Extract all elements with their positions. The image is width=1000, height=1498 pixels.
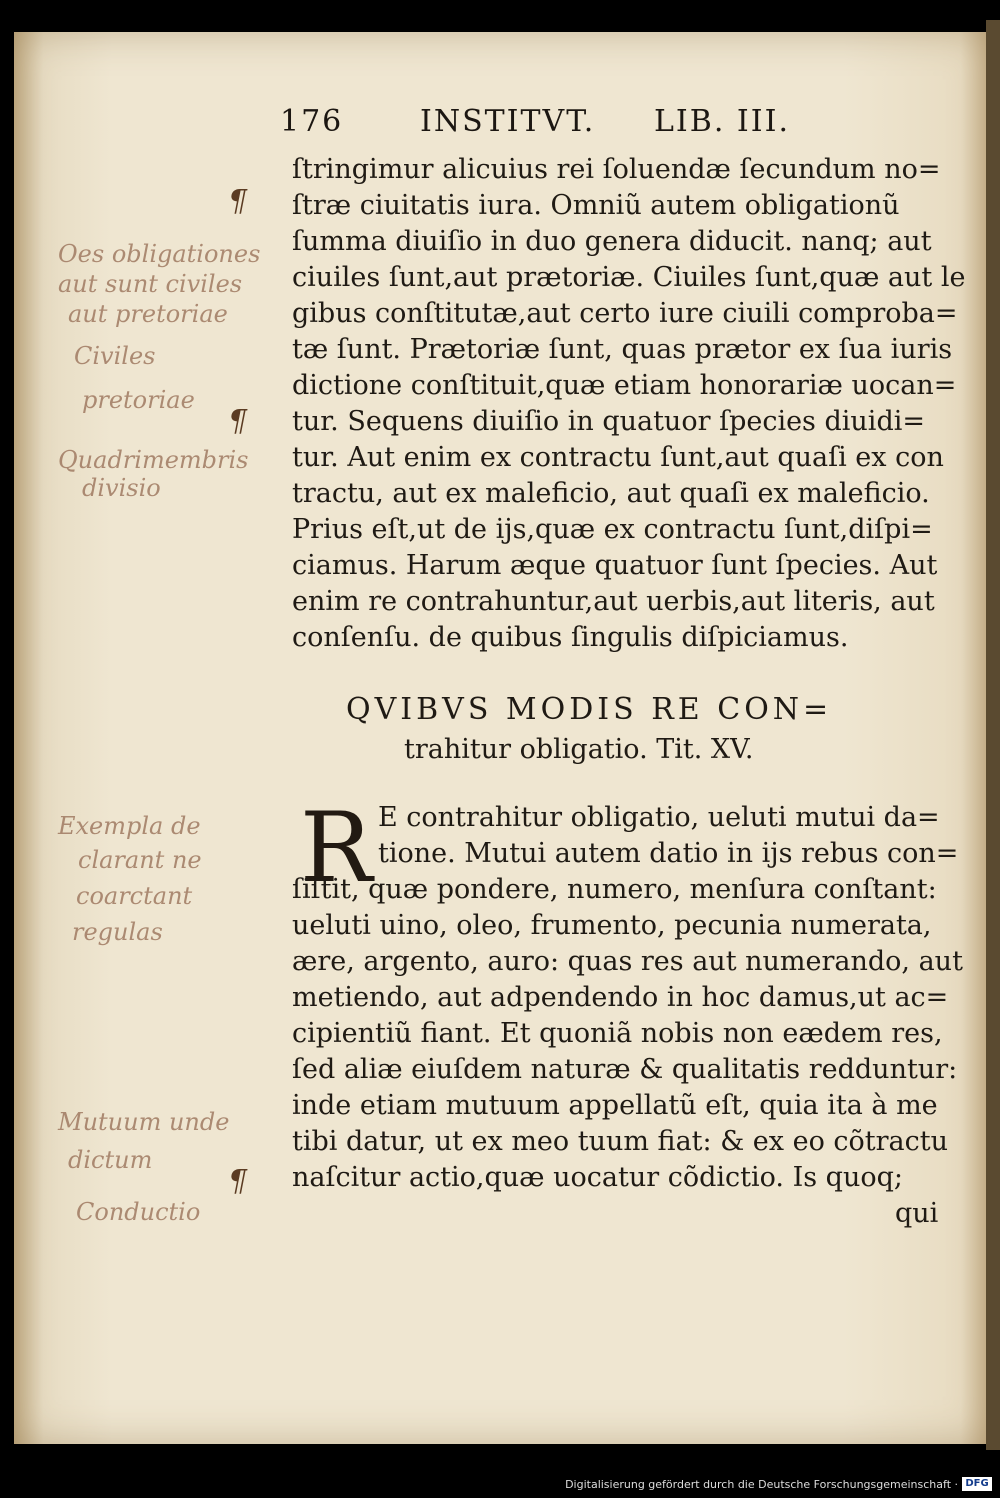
margin-note: Oes obligationes bbox=[58, 240, 261, 268]
page-edge bbox=[986, 20, 1000, 1450]
paragraph-mark-icon: ¶ bbox=[228, 404, 248, 439]
margin-note: Mutuum unde bbox=[58, 1108, 230, 1136]
running-title: INSTITVT. bbox=[420, 104, 596, 139]
text-line: metiendo, aut adpendendo in hoc damus,ut ac= bbox=[292, 982, 949, 1013]
margin-note: regulas bbox=[72, 918, 163, 946]
paragraph-mark-icon: ¶ bbox=[228, 1164, 248, 1199]
text-line: ſiſtit, quæ pondere, numero, menſura conſtant: bbox=[292, 874, 937, 905]
margin-note: aut pretoriae bbox=[68, 300, 228, 328]
digitization-credit: Digitalisierung gefördert durch die Deutsche Forschungsgemeinschaft · bbox=[565, 1478, 958, 1491]
text-line: cipientiũ fiant. Et quoniã nobis non eædem res, bbox=[292, 1018, 943, 1049]
drop-capital: R bbox=[300, 792, 373, 904]
book-number: LIB. III. bbox=[654, 104, 790, 139]
paragraph-mark-icon: ¶ bbox=[228, 184, 248, 219]
margin-note: Civiles bbox=[74, 342, 156, 370]
text-line: ſed aliæ eiuſdem naturæ & qualitatis redduntur: bbox=[292, 1054, 958, 1085]
text-line: enim re contrahuntur,aut uerbis,aut literis, aut bbox=[292, 586, 935, 617]
text-line: dictione conſtituit,quæ etiam honorariæ uocan= bbox=[292, 370, 957, 401]
page-number: 176 bbox=[280, 104, 344, 139]
margin-note: dictum bbox=[68, 1146, 153, 1174]
margin-note: clarant ne bbox=[78, 846, 202, 874]
dfg-logo: DFG bbox=[962, 1477, 992, 1491]
margin-note: Quadrimembris bbox=[58, 446, 249, 474]
text-line: tione. Mutui autem datio in ijs rebus con= bbox=[378, 838, 959, 869]
text-line: naſcitur actio,quæ uocatur cõdictio. Is quoq; bbox=[292, 1162, 903, 1193]
margin-note: pretoriae bbox=[82, 386, 195, 414]
margin-note: Conductio bbox=[76, 1198, 201, 1226]
text-line: conſenſu. de quibus ſingulis diſpiciamus. bbox=[292, 622, 849, 653]
text-line: ſumma diuiſio in duo genera diducit. nanq; aut bbox=[292, 226, 932, 257]
text-line: tibi datur, ut ex meo tuum fiat: & ex eo cõtractu bbox=[292, 1126, 949, 1157]
section-title: QVIBVS MODIS RE CON= bbox=[346, 692, 833, 727]
text-line: tæ ſunt. Prætoriæ ſunt, quas prætor ex ſua iuris bbox=[292, 334, 953, 365]
text-line: ſtræ ciuitatis iura. Omniũ autem obligationũ bbox=[292, 190, 900, 221]
text-line: tur. Sequens diuiſio in quatuor ſpecies diuidi= bbox=[292, 406, 925, 437]
text-line: ſtringimur alicuius rei ſoluendæ ſecundum no= bbox=[292, 154, 941, 185]
margin-note: divisio bbox=[82, 474, 161, 502]
text-line: ciamus. Harum æque quatuor ſunt ſpecies. Aut bbox=[292, 550, 938, 581]
text-line: ciuiles ſunt,aut prætoriæ. Ciuiles ſunt,quæ aut le bbox=[292, 262, 966, 293]
text-line: tur. Aut enim ex contractu ſunt,aut quaſi ex con bbox=[292, 442, 944, 473]
margin-note: Exempla de bbox=[58, 812, 201, 840]
catchword: qui bbox=[895, 1198, 939, 1229]
section-subtitle: trahitur obligatio. Tit. XV. bbox=[404, 734, 754, 765]
margin-note: aut sunt civiles bbox=[58, 270, 243, 298]
margin-note: coarctant bbox=[76, 882, 193, 910]
text-line: E contrahitur obligatio, ueluti mutui da= bbox=[378, 802, 940, 833]
text-line: ueluti uino, oleo, frumento, pecunia numerata, bbox=[292, 910, 932, 941]
text-line: ære, argento, auro: quas res aut numerando, aut bbox=[292, 946, 963, 977]
text-line: Prius eſt,ut de ijs,quæ ex contractu ſunt,diſpi= bbox=[292, 514, 933, 545]
text-line: inde etiam mutuum appellatũ eſt, quia ita à me bbox=[292, 1090, 938, 1121]
text-line: tractu, aut ex maleficio, aut quaſi ex maleficio. bbox=[292, 478, 930, 509]
text-line: gibus conſtitutæ,aut certo iure ciuili comproba= bbox=[292, 298, 958, 329]
